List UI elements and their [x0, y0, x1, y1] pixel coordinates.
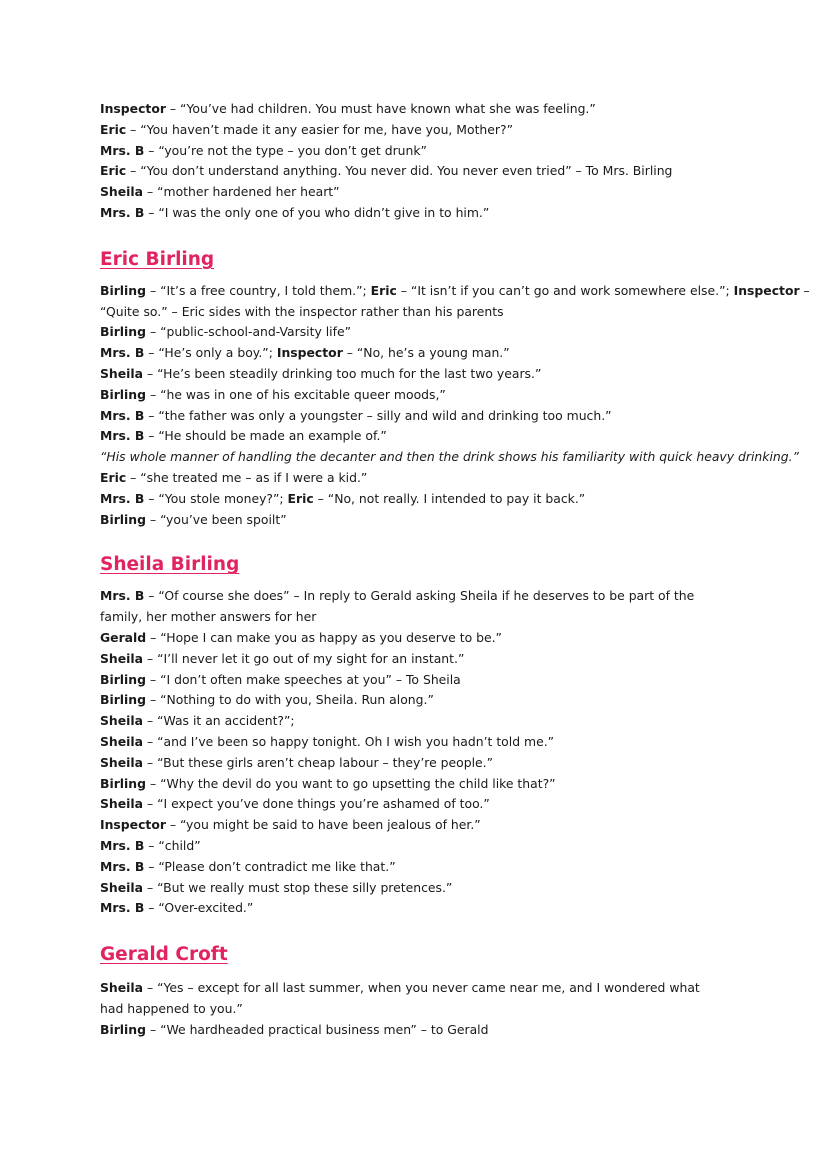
quote-text: – “public-school-and-Varsity life” — [146, 324, 352, 340]
quote-text: – “But these girls aren’t cheap labour – they’re people.” — [143, 754, 494, 770]
speaker: Birling — [100, 692, 146, 708]
quote-text: – “Over-excited.” — [144, 900, 254, 916]
quote-text: – “He should be made an example of.” — [144, 428, 387, 444]
quote-text: – “Why the devil do you want to go upsetting the child like that?” — [146, 775, 556, 791]
quote-line — [100, 489, 722, 510]
speaker: Mrs. B — [100, 588, 145, 604]
speaker: Birling — [100, 671, 146, 687]
quote-line — [100, 426, 722, 447]
quote-text: – “I don’t often make speeches at you” – To Sheila — [146, 671, 461, 687]
quote-text: – “she treated me – as if I were a kid.” — [126, 469, 368, 485]
speaker: Mrs. B — [100, 407, 145, 423]
quote-text: – “No, not really. I intended to pay it back.” — [313, 490, 586, 506]
quote-text: – “Please don’t contradict me like that.” — [144, 858, 396, 874]
quote-line — [100, 141, 722, 162]
document-page — [100, 99, 810, 1040]
quote-line — [100, 468, 722, 489]
speaker: Sheila — [100, 365, 144, 381]
speaker: Birling — [100, 511, 146, 527]
section-sheila-birling — [100, 552, 722, 919]
speaker: Mrs. B — [100, 428, 145, 444]
speaker: Eric — [287, 490, 314, 506]
speaker: Mrs. B — [100, 837, 145, 853]
quote-text: – “mother hardened her heart” — [143, 184, 340, 200]
section-heading-eric-birling: Eric Birling — [100, 248, 215, 270]
speaker: Inspector — [733, 282, 800, 298]
quote-line — [100, 302, 722, 323]
quote-line — [100, 406, 722, 427]
quote-line — [100, 898, 722, 919]
quote-text: – “It isn’t if you can’t go and work somewhere else.”; — [396, 282, 734, 298]
quote-line — [100, 753, 722, 774]
speaker: Birling — [100, 386, 146, 402]
speaker: Mrs. B — [100, 345, 145, 361]
speaker: Mrs. B — [100, 204, 145, 220]
quote-text: – “I expect you’ve done things you’re ashamed of too.” — [143, 796, 490, 812]
speaker: Birling — [100, 775, 146, 791]
quote-text: – “You haven’t made it any easier for me, have you, Mother?” — [126, 121, 513, 137]
speaker: Sheila — [100, 754, 144, 770]
speaker: Birling — [100, 324, 146, 340]
speaker: Sheila — [100, 733, 144, 749]
quote-text: – “It’s a free country, I told them.”; — [146, 282, 371, 298]
quote-line — [100, 815, 722, 836]
quote-line — [100, 690, 722, 711]
quote-text: – “I’ll never let it go out of my sight for an instant.” — [143, 650, 465, 666]
quote-text: – “I was the only one of you who didn’t give in to him.” — [144, 204, 490, 220]
quote-text: – “We hardheaded practical business men” – to Gerald — [146, 1021, 489, 1037]
quote-line — [100, 182, 722, 203]
quote-line — [100, 1020, 722, 1041]
speaker: Sheila — [100, 650, 144, 666]
speaker: Mrs. B — [100, 900, 145, 916]
speaker: Mrs. B — [100, 858, 145, 874]
speaker: Sheila — [100, 879, 144, 895]
quote-text: – “Nothing to do with you, Sheila. Run along.” — [146, 692, 434, 708]
quote-text: – “you’ve been spoilt” — [146, 511, 287, 527]
speaker: Sheila — [100, 184, 144, 200]
quote-text: – “and I’ve been so happy tonight. Oh I wish you hadn’t told me.” — [143, 733, 555, 749]
speaker: Eric — [370, 282, 397, 298]
quote-text: – “he was in one of his excitable queer moods,” — [146, 386, 446, 402]
quote-line — [100, 978, 722, 1020]
quote-text: – “Of course she does” – In reply to Gerald asking Sheila if he deserves to be part of the family, her mother answers for her — [100, 588, 695, 625]
quote-text: – “He’s only a boy.”; — [144, 345, 277, 361]
quote-text: – “He’s been steadily drinking too much for the last two years.” — [143, 365, 542, 381]
speaker: Birling — [100, 1021, 146, 1037]
quote-line — [100, 794, 722, 815]
speaker: Eric — [100, 469, 127, 485]
quote-line — [100, 120, 722, 141]
quote-text: – “child” — [144, 837, 201, 853]
section-heading-gerald-croft: Gerald Croft — [100, 944, 228, 966]
speaker: Gerald — [100, 629, 147, 645]
speaker: Mrs. B — [100, 142, 145, 158]
stage-direction-quote: “His whole manner of handling the decanter and then the drink shows his familiarity with quick heavy drinking.” — [100, 449, 799, 465]
speaker: Birling — [100, 282, 146, 298]
section-heading-sheila-birling: Sheila Birling — [100, 554, 240, 576]
section-eric-birling — [100, 247, 810, 531]
speaker: Eric — [100, 163, 127, 179]
quote-text: – “you might be said to have been jealous of her.” — [165, 817, 481, 833]
quote-line — [100, 99, 722, 120]
quote-text: – — [799, 282, 810, 298]
quote-line — [100, 649, 722, 670]
quote-line — [100, 586, 722, 628]
quote-line — [100, 857, 722, 878]
speaker: Eric — [100, 121, 127, 137]
speaker: Mrs. B — [100, 490, 145, 506]
quote-text: – “You’ve had children. You must have known what she was feeling.” — [165, 101, 596, 116]
quote-text: – “the father was only a youngster – silly and wild and drinking too much.” — [144, 407, 612, 423]
quote-line — [100, 836, 722, 857]
section-gerald-croft — [100, 942, 722, 1040]
quote-text: – “You stole money?”; — [144, 490, 288, 506]
quote-line — [100, 711, 722, 732]
quote-line — [100, 203, 722, 224]
quote-text: – “you’re not the type – you don’t get drunk” — [144, 142, 427, 158]
quote-line — [100, 322, 722, 343]
speaker: Sheila — [100, 796, 144, 812]
quote-text: “Quite so.” – Eric sides with the inspector rather than his parents — [100, 303, 504, 319]
quote-text: – “Hope I can make you as happy as you deserve to be.” — [146, 629, 502, 645]
quote-line — [100, 878, 722, 899]
quote-line — [100, 364, 722, 385]
quote-line — [100, 732, 722, 753]
speaker: Inspector — [276, 345, 343, 361]
quote-text: – “Yes – except for all last summer, when you never came near me, and I wondered what had happened to you.” — [100, 980, 700, 1016]
speaker: Inspector — [100, 817, 166, 833]
quote-line — [100, 774, 722, 795]
quote-text: – “No, he’s a young man.” — [342, 345, 510, 361]
speaker: Sheila — [100, 713, 144, 729]
quote-line — [100, 161, 722, 182]
quote-text: – “Was it an accident?”; — [143, 713, 295, 729]
quote-line — [100, 628, 722, 649]
quote-text: – “You don’t understand anything. You never did. You never even tried” – To Mrs. Birling — [126, 163, 673, 179]
quote-line — [100, 510, 722, 531]
speaker: Sheila — [100, 980, 144, 996]
quote-line — [100, 385, 722, 406]
speaker: Inspector — [100, 101, 166, 116]
quotes-section-intro — [100, 99, 722, 224]
quote-line — [100, 281, 810, 302]
quote-line — [100, 343, 722, 364]
quote-text: – “But we really must stop these silly pretences.” — [143, 879, 453, 895]
quote-line — [100, 670, 722, 691]
